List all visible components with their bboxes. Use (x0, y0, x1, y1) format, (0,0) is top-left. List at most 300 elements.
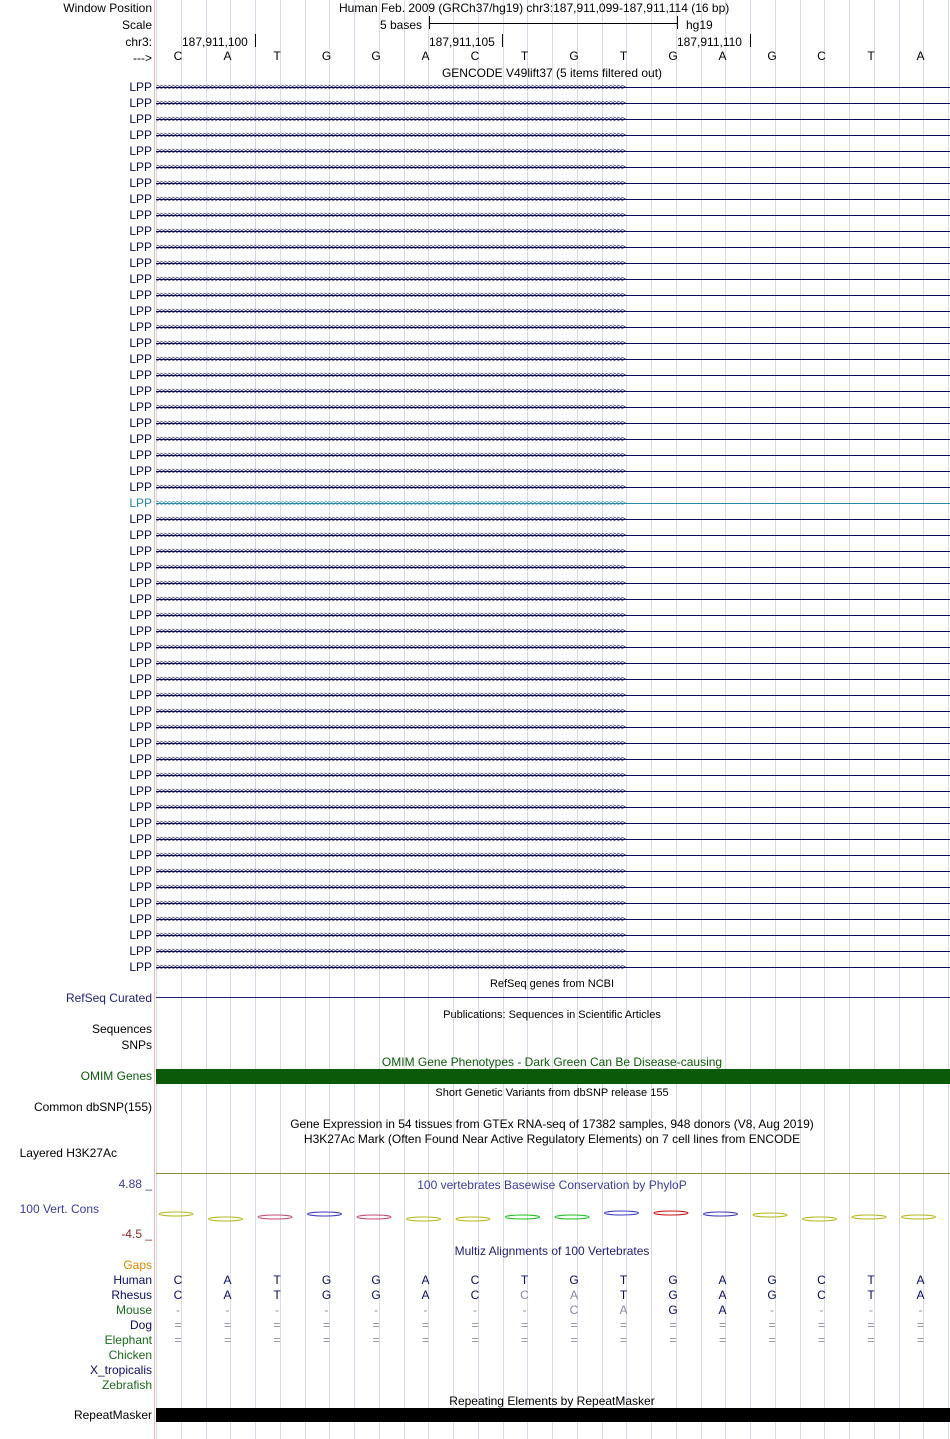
gencode-gene-label[interactable]: LPP (129, 416, 152, 430)
phylop-base-glyph (357, 1215, 391, 1219)
gencode-gene-label[interactable]: LPP (129, 544, 152, 558)
strand-arrows: >>>>>>>>>>>>>>>>>>>>>>>>>>>>>>>>>>>>>>>>>>>>>>>>>>>>>>>>>>>>>>>>>>>>>>>>>>>>>>>>>>>>>>>>>>>>>>>>>>>>>>>>>>>>>>>>>>>>>>>> (156, 883, 625, 892)
multiz-base: = (867, 1318, 875, 1332)
multiz-base: = (520, 1333, 528, 1347)
multiz-base: G (668, 1303, 678, 1317)
strand-arrows: >>>>>>>>>>>>>>>>>>>>>>>>>>>>>>>>>>>>>>>>>>>>>>>>>>>>>>>>>>>>>>>>>>>>>>>>>>>>>>>>>>>>>>>>>>>>>>>>>>>>>>>>>>>>>>>>>>>>>>>> (156, 307, 625, 316)
reference-base: A (223, 49, 232, 63)
strand-arrows: >>>>>>>>>>>>>>>>>>>>>>>>>>>>>>>>>>>>>>>>>>>>>>>>>>>>>>>>>>>>>>>>>>>>>>>>>>>>>>>>>>>>>>>>>>>>>>>>>>>>>>>>>>>>>>>>>>>>>>>> (156, 835, 625, 844)
gencode-gene-label[interactable]: LPP (129, 176, 152, 190)
strand-arrows: >>>>>>>>>>>>>>>>>>>>>>>>>>>>>>>>>>>>>>>>>>>>>>>>>>>>>>>>>>>>>>>>>>>>>>>>>>>>>>>>>>>>>>>>>>>>>>>>>>>>>>>>>>>>>>>>>>>>>>>> (156, 947, 625, 956)
strand-arrows: >>>>>>>>>>>>>>>>>>>>>>>>>>>>>>>>>>>>>>>>>>>>>>>>>>>>>>>>>>>>>>>>>>>>>>>>>>>>>>>>>>>>>>>>>>>>>>>>>>>>>>>>>>>>>>>>>>>>>>>> (156, 691, 625, 700)
gencode-gene-label[interactable]: LPP (129, 848, 152, 862)
multiz-base: = (619, 1333, 627, 1347)
dbsnp-label[interactable]: Common dbSNP(155) (33, 1100, 152, 1114)
strand-arrows: >>>>>>>>>>>>>>>>>>>>>>>>>>>>>>>>>>>>>>>>>>>>>>>>>>>>>>>>>>>>>>>>>>>>>>>>>>>>>>>>>>>>>>>>>>>>>>>>>>>>>>>>>>>>>>>>>>>>>>>> (156, 531, 625, 540)
strand-arrows: >>>>>>>>>>>>>>>>>>>>>>>>>>>>>>>>>>>>>>>>>>>>>>>>>>>>>>>>>>>>>>>>>>>>>>>>>>>>>>>>>>>>>>>>>>>>>>>>>>>>>>>>>>>>>>>>>>>>>>>> (156, 931, 625, 940)
strand-arrows: >>>>>>>>>>>>>>>>>>>>>>>>>>>>>>>>>>>>>>>>>>>>>>>>>>>>>>>>>>>>>>>>>>>>>>>>>>>>>>>>>>>>>>>>>>>>>>>>>>>>>>>>>>>>>>>>>>>>>>>> (156, 227, 625, 236)
strand-arrows: >>>>>>>>>>>>>>>>>>>>>>>>>>>>>>>>>>>>>>>>>>>>>>>>>>>>>>>>>>>>>>>>>>>>>>>>>>>>>>>>>>>>>>>>>>>>>>>>>>>>>>>>>>>>>>>>>>>>>>>> (156, 419, 625, 428)
gencode-gene-label[interactable]: LPP (129, 496, 152, 510)
gencode-gene-label[interactable]: LPP (129, 400, 152, 414)
gencode-transcript[interactable] (156, 691, 950, 701)
multiz-species-label[interactable]: X_tropicalis (89, 1363, 152, 1377)
gencode-transcript[interactable] (156, 611, 950, 621)
phylop-base-glyph (506, 1215, 540, 1219)
gencode-gene-label[interactable]: LPP (129, 944, 152, 958)
h3k27ac-baseline (156, 1173, 950, 1174)
gencode-transcript[interactable] (156, 227, 950, 237)
gencode-transcript[interactable] (156, 755, 950, 765)
gencode-gene-label[interactable]: LPP (129, 688, 152, 702)
multiz-base: - (819, 1303, 824, 1317)
gencode-transcript[interactable] (156, 515, 950, 525)
gencode-transcript[interactable] (156, 915, 950, 925)
phylop-base-glyph (209, 1217, 243, 1221)
multiz-base: = (174, 1333, 182, 1347)
multiz-base: - (423, 1303, 428, 1317)
multiz-base: C (569, 1303, 579, 1317)
gencode-transcript[interactable] (156, 259, 950, 269)
phylop-min-label: -4.5 _ (121, 1227, 152, 1241)
gencode-gene-label[interactable]: LPP (129, 560, 152, 574)
multiz-base: G (321, 1288, 332, 1302)
reference-base: G (767, 49, 777, 63)
gencode-transcript[interactable] (156, 211, 950, 221)
multiz-base: - (869, 1303, 873, 1317)
multiz-base: G (371, 1273, 381, 1287)
strand-arrows: >>>>>>>>>>>>>>>>>>>>>>>>>>>>>>>>>>>>>>>>>>>>>>>>>>>>>>>>>>>>>>>>>>>>>>>>>>>>>>>>>>>>>>>>>>>>>>>>>>>>>>>>>>>>>>>>>>>>>>>> (156, 275, 625, 284)
strand-label: ---> (133, 51, 152, 65)
multiz-base: = (916, 1333, 924, 1347)
gencode-transcript[interactable] (156, 531, 950, 541)
multiz-base: G (767, 1273, 777, 1287)
phylop-glyphs (159, 1211, 936, 1221)
multiz-base: A (916, 1273, 925, 1287)
gencode-transcript[interactable] (156, 467, 950, 477)
multiz-base: = (669, 1318, 677, 1332)
gencode-transcript[interactable] (156, 499, 950, 509)
gencode-transcript[interactable] (156, 371, 950, 381)
track-image-area[interactable] (156, 0, 950, 1439)
gencode-transcript[interactable] (156, 675, 950, 685)
gencode-transcript[interactable] (156, 579, 950, 589)
strand-arrows: >>>>>>>>>>>>>>>>>>>>>>>>>>>>>>>>>>>>>>>>>>>>>>>>>>>>>>>>>>>>>>>>>>>>>>>>>>>>>>>>>>>>>>>>>>>>>>>>>>>>>>>>>>>>>>>>>>>>>>>> (156, 915, 625, 924)
strand-arrows: >>>>>>>>>>>>>>>>>>>>>>>>>>>>>>>>>>>>>>>>>>>>>>>>>>>>>>>>>>>>>>>>>>>>>>>>>>>>>>>>>>>>>>>>>>>>>>>>>>>>>>>>>>>>>>>>>>>>>>>> (156, 611, 625, 620)
window-position-label: Window Position (63, 1, 152, 15)
gencode-gene-label[interactable]: LPP (129, 288, 152, 302)
gencode-gene-label[interactable]: LPP (129, 256, 152, 270)
gencode-transcript[interactable] (156, 339, 950, 349)
reference-base: A (421, 49, 430, 63)
multiz-base: = (867, 1333, 875, 1347)
multiz-base: = (223, 1333, 231, 1347)
phylop-base-glyph (654, 1211, 688, 1215)
scale-label: Scale (121, 18, 152, 32)
gencode-transcript[interactable] (156, 835, 950, 845)
gencode-transcript[interactable] (156, 435, 950, 445)
gencode-gene-label[interactable]: LPP (129, 528, 152, 542)
gencode-gene-label[interactable]: LPP (129, 272, 152, 286)
gencode-gene-label[interactable]: LPP (129, 240, 152, 254)
gencode-transcript[interactable] (156, 899, 950, 909)
gencode-gene-label[interactable]: LPP (129, 704, 152, 718)
gencode-gene-label[interactable]: LPP (129, 112, 152, 126)
strand-arrows: >>>>>>>>>>>>>>>>>>>>>>>>>>>>>>>>>>>>>>>>>>>>>>>>>>>>>>>>>>>>>>>>>>>>>>>>>>>>>>>>>>>>>>>>>>>>>>>>>>>>>>>>>>>>>>>>>>>>>>>> (156, 771, 625, 780)
coord-label-3: 187,911,110 (677, 35, 742, 49)
multiz-base: = (570, 1318, 578, 1332)
gencode-transcript[interactable] (156, 931, 950, 941)
multiz-species-label[interactable]: Zebrafish (101, 1378, 152, 1392)
gencode-transcript[interactable] (156, 547, 950, 557)
gencode-transcript[interactable] (156, 627, 950, 637)
multiz-base: = (768, 1318, 776, 1332)
strand-arrows: >>>>>>>>>>>>>>>>>>>>>>>>>>>>>>>>>>>>>>>>>>>>>>>>>>>>>>>>>>>>>>>>>>>>>>>>>>>>>>>>>>>>>>>>>>>>>>>>>>>>>>>>>>>>>>>>>>>>>>>> (156, 723, 625, 732)
gtex-title: Gene Expression in 54 tissues from GTEx RNA-seq of 17382 samples, 948 donors (V8, Aug 2019) (290, 1117, 814, 1131)
phylop-max-label: 4.88 _ (118, 1177, 152, 1191)
gencode-transcript[interactable] (156, 787, 950, 797)
multiz-base: G (321, 1273, 332, 1287)
gencode-gene-label[interactable]: LPP (129, 464, 152, 478)
gencode-transcript[interactable] (156, 291, 950, 301)
reference-base: T (619, 49, 628, 63)
gencode-gene-label[interactable]: LPP (129, 592, 152, 606)
multiz-base: T (520, 1273, 529, 1287)
gencode-transcript[interactable] (156, 163, 950, 173)
strand-arrows: >>>>>>>>>>>>>>>>>>>>>>>>>>>>>>>>>>>>>>>>>>>>>>>>>>>>>>>>>>>>>>>>>>>>>>>>>>>>>>>>>>>>>>>>>>>>>>>>>>>>>>>>>>>>>>>>>>>>>>>> (156, 163, 625, 172)
multiz-base: C (173, 1288, 183, 1302)
reference-base: C (817, 49, 826, 63)
gencode-gene-label[interactable]: LPP (129, 672, 152, 686)
omim-gene-bar[interactable] (156, 1069, 950, 1084)
dbsnp-title: Short Genetic Variants from dbSNP release 155 (435, 1087, 669, 1099)
gencode-gene-label[interactable]: LPP (129, 880, 152, 894)
strand-arrows: >>>>>>>>>>>>>>>>>>>>>>>>>>>>>>>>>>>>>>>>>>>>>>>>>>>>>>>>>>>>>>>>>>>>>>>>>>>>>>>>>>>>>>>>>>>>>>>>>>>>>>>>>>>>>>>>>>>>>>>> (156, 195, 625, 204)
gencode-transcript[interactable] (156, 659, 950, 669)
multiz-base: = (421, 1318, 429, 1332)
gencode-transcript[interactable] (156, 707, 950, 717)
multiz-base: T (273, 1288, 281, 1302)
strand-arrows: >>>>>>>>>>>>>>>>>>>>>>>>>>>>>>>>>>>>>>>>>>>>>>>>>>>>>>>>>>>>>>>>>>>>>>>>>>>>>>>>>>>>>>>>>>>>>>>>>>>>>>>>>>>>>>>>>>>>>>>> (156, 547, 625, 556)
coord-tick-1 (255, 34, 256, 47)
strand-arrows: >>>>>>>>>>>>>>>>>>>>>>>>>>>>>>>>>>>>>>>>>>>>>>>>>>>>>>>>>>>>>>>>>>>>>>>>>>>>>>>>>>>>>>>>>>>>>>>>>>>>>>>>>>>>>>>>>>>>>>>> (156, 675, 625, 684)
multiz-base: G (668, 1288, 678, 1302)
gencode-gene-label[interactable]: LPP (129, 144, 152, 158)
gencode-gene-label[interactable]: LPP (129, 320, 152, 334)
reference-base: G (569, 49, 579, 63)
strand-arrows: >>>>>>>>>>>>>>>>>>>>>>>>>>>>>>>>>>>>>>>>>>>>>>>>>>>>>>>>>>>>>>>>>>>>>>>>>>>>>>>>>>>>>>>>>>>>>>>>>>>>>>>>>>>>>>>>>>>>>>>> (156, 579, 625, 588)
strand-arrows: >>>>>>>>>>>>>>>>>>>>>>>>>>>>>>>>>>>>>>>>>>>>>>>>>>>>>>>>>>>>>>>>>>>>>>>>>>>>>>>>>>>>>>>>>>>>>>>>>>>>>>>>>>>>>>>>>>>>>>>> (156, 595, 625, 604)
multiz-base: = (273, 1318, 281, 1332)
repeatmasker-bar[interactable] (156, 1408, 950, 1422)
multiz-base: C (173, 1273, 183, 1287)
multiz-species-label[interactable]: Dog (129, 1318, 152, 1332)
phylop-glyph-strip (156, 1205, 950, 1229)
gencode-gene-label[interactable]: LPP (129, 352, 152, 366)
multiz-base: A (421, 1288, 430, 1302)
strand-arrows: >>>>>>>>>>>>>>>>>>>>>>>>>>>>>>>>>>>>>>>>>>>>>>>>>>>>>>>>>>>>>>>>>>>>>>>>>>>>>>>>>>>>>>>>>>>>>>>>>>>>>>>>>>>>>>>>>>>>>>>> (156, 819, 625, 828)
reference-base: G (321, 49, 332, 63)
phylop-base-glyph (902, 1215, 936, 1219)
phylop-base-glyph (258, 1215, 292, 1219)
gencode-gene-label[interactable]: LPP (129, 720, 152, 734)
gencode-transcript[interactable] (156, 323, 950, 333)
gencode-transcript[interactable] (156, 819, 950, 829)
multiz-base: C (470, 1288, 480, 1302)
multiz-base: = (273, 1333, 281, 1347)
gencode-transcript[interactable] (156, 851, 950, 861)
multiz-base: = (619, 1318, 627, 1332)
strand-arrows: >>>>>>>>>>>>>>>>>>>>>>>>>>>>>>>>>>>>>>>>>>>>>>>>>>>>>>>>>>>>>>>>>>>>>>>>>>>>>>>>>>>>>>>>>>>>>>>>>>>>>>>>>>>>>>>>>>>>>>>> (156, 291, 625, 300)
gencode-transcript[interactable] (156, 403, 950, 413)
multiz-species-label[interactable]: Mouse (115, 1303, 152, 1317)
gencode-gene-label[interactable]: LPP (129, 80, 152, 94)
multiz-base: = (372, 1333, 380, 1347)
publications-snps-label[interactable]: SNPs (121, 1038, 152, 1052)
multiz-base: A (916, 1288, 925, 1302)
multiz-base: = (669, 1333, 677, 1347)
multiz-base: T (273, 1273, 281, 1287)
gencode-gene-label[interactable]: LPP (129, 768, 152, 782)
coord-tick-3 (750, 34, 751, 47)
gencode-gene-label[interactable]: LPP (129, 640, 152, 654)
gencode-transcript[interactable] (156, 243, 950, 253)
gencode-transcript[interactable] (156, 883, 950, 893)
publications-title: Publications: Sequences in Scientific Articles (443, 1009, 661, 1021)
gencode-gene-label[interactable]: LPP (129, 784, 152, 798)
gencode-transcript[interactable] (156, 195, 950, 205)
multiz-species-label[interactable]: Elephant (104, 1333, 152, 1347)
multiz-base: G (668, 1273, 678, 1287)
strand-arrows: >>>>>>>>>>>>>>>>>>>>>>>>>>>>>>>>>>>>>>>>>>>>>>>>>>>>>>>>>>>>>>>>>>>>>>>>>>>>>>>>>>>>>>>>>>>>>>>>>>>>>>>>>>>>>>>>>>>>>>>> (156, 451, 625, 460)
scale-bar (429, 23, 677, 24)
strand-arrows: >>>>>>>>>>>>>>>>>>>>>>>>>>>>>>>>>>>>>>>>>>>>>>>>>>>>>>>>>>>>>>>>>>>>>>>>>>>>>>>>>>>>>>>>>>>>>>>>>>>>>>>>>>>>>>>>>>>>>>>> (156, 83, 625, 92)
gencode-transcript[interactable] (156, 739, 950, 749)
coord-label-1: 187,911,100 (182, 35, 248, 49)
gencode-transcript[interactable] (156, 947, 950, 957)
refseq-title: RefSeq genes from NCBI (489, 978, 615, 990)
multiz-species-label[interactable]: Human (113, 1273, 152, 1287)
gencode-transcript[interactable] (156, 275, 950, 285)
repeatmasker-label[interactable]: RepeatMasker (73, 1408, 152, 1422)
strand-arrows: >>>>>>>>>>>>>>>>>>>>>>>>>>>>>>>>>>>>>>>>>>>>>>>>>>>>>>>>>>>>>>>>>>>>>>>>>>>>>>>>>>>>>>>>>>>>>>>>>>>>>>>>>>>>>>>>>>>>>>>> (156, 563, 625, 572)
strand-arrows: >>>>>>>>>>>>>>>>>>>>>>>>>>>>>>>>>>>>>>>>>>>>>>>>>>>>>>>>>>>>>>>>>>>>>>>>>>>>>>>>>>>>>>>>>>>>>>>>>>>>>>>>>>>>>>>>>>>>>>>> (156, 515, 625, 524)
gencode-transcript[interactable] (156, 483, 950, 493)
gencode-gene-label[interactable]: LPP (129, 864, 152, 878)
omim-label[interactable]: OMIM Genes (80, 1069, 152, 1083)
strand-arrows: >>>>>>>>>>>>>>>>>>>>>>>>>>>>>>>>>>>>>>>>>>>>>>>>>>>>>>>>>>>>>>>>>>>>>>>>>>>>>>>>>>>>>>>>>>>>>>>>>>>>>>>>>>>>>>>>>>>>>>>> (156, 435, 625, 444)
multiz-base: = (718, 1333, 726, 1347)
phylop-base-glyph (159, 1212, 193, 1216)
gencode-transcript[interactable] (156, 307, 950, 317)
gencode-gene-label[interactable]: LPP (129, 160, 152, 174)
gencode-transcript[interactable] (156, 419, 950, 429)
multiz-base: - (225, 1303, 230, 1317)
strand-arrows: >>>>>>>>>>>>>>>>>>>>>>>>>>>>>>>>>>>>>>>>>>>>>>>>>>>>>>>>>>>>>>>>>>>>>>>>>>>>>>>>>>>>>>>>>>>>>>>>>>>>>>>>>>>>>>>>>>>>>>>> (156, 403, 625, 412)
refseq-label[interactable]: RefSeq Curated (65, 991, 152, 1005)
multiz-base: A (718, 1273, 727, 1287)
reference-base: G (668, 49, 678, 63)
strand-arrows: >>>>>>>>>>>>>>>>>>>>>>>>>>>>>>>>>>>>>>>>>>>>>>>>>>>>>>>>>>>>>>>>>>>>>>>>>>>>>>>>>>>>>>>>>>>>>>>>>>>>>>>>>>>>>>>>>>>>>>>> (156, 387, 625, 396)
strand-arrows: >>>>>>>>>>>>>>>>>>>>>>>>>>>>>>>>>>>>>>>>>>>>>>>>>>>>>>>>>>>>>>>>>>>>>>>>>>>>>>>>>>>>>>>>>>>>>>>>>>>>>>>>>>>>>>>>>>>>>>>> (156, 707, 625, 716)
strand-arrows: >>>>>>>>>>>>>>>>>>>>>>>>>>>>>>>>>>>>>>>>>>>>>>>>>>>>>>>>>>>>>>>>>>>>>>>>>>>>>>>>>>>>>>>>>>>>>>>>>>>>>>>>>>>>>>>>>>>>>>>> (156, 355, 625, 364)
reference-base: T (520, 49, 529, 63)
multiz-base: T (867, 1288, 875, 1302)
multiz-base: T (619, 1273, 628, 1287)
multiz-base: = (916, 1318, 924, 1332)
gencode-transcript[interactable] (156, 83, 950, 93)
gencode-gene-label[interactable]: LPP (129, 608, 152, 622)
reference-base: C (470, 49, 480, 63)
phylop-base-glyph (456, 1217, 490, 1221)
multiz-base: A (569, 1288, 578, 1302)
chrom-label: chr3: (125, 35, 152, 49)
gencode-gene-label[interactable]: LPP (129, 736, 152, 750)
phylop-base-glyph (753, 1213, 787, 1217)
gencode-gene-label[interactable]: LPP (129, 800, 152, 814)
strand-arrows: >>>>>>>>>>>>>>>>>>>>>>>>>>>>>>>>>>>>>>>>>>>>>>>>>>>>>>>>>>>>>>>>>>>>>>>>>>>>>>>>>>>>>>>>>>>>>>>>>>>>>>>>>>>>>>>>>>>>>>>> (156, 851, 625, 860)
gencode-gene-label[interactable]: LPP (129, 512, 152, 526)
multiz-base: T (619, 1288, 628, 1302)
scale-bar-right-tick (677, 16, 678, 29)
gencode-title: GENCODE V49lift37 (5 items filtered out) (441, 66, 663, 80)
strand-arrows: >>>>>>>>>>>>>>>>>>>>>>>>>>>>>>>>>>>>>>>>>>>>>>>>>>>>>>>>>>>>>>>>>>>>>>>>>>>>>>>>>>>>>>>>>>>>>>>>>>>>>>>>>>>>>>>>>>>>>>>> (156, 243, 625, 252)
phylop-title: 100 vertebrates Basewise Conservation by PhyloP (417, 1178, 687, 1192)
gencode-gene-label[interactable]: LPP (129, 576, 152, 590)
repeatmasker-title: Repeating Elements by RepeatMasker (449, 1394, 655, 1408)
strand-arrows: >>>>>>>>>>>>>>>>>>>>>>>>>>>>>>>>>>>>>>>>>>>>>>>>>>>>>>>>>>>>>>>>>>>>>>>>>>>>>>>>>>>>>>>>>>>>>>>>>>>>>>>>>>>>>>>>>>>>>>>> (156, 211, 625, 220)
multiz-base: G (371, 1288, 381, 1302)
gencode-gene-label[interactable]: LPP (129, 304, 152, 318)
gencode-transcript[interactable] (156, 563, 950, 573)
phylop-base-glyph (407, 1217, 441, 1221)
multiz-base: = (421, 1333, 429, 1347)
gencode-transcript[interactable] (156, 595, 950, 605)
multiz-base: G (767, 1288, 777, 1302)
multiz-base: = (471, 1333, 479, 1347)
gencode-gene-label[interactable]: LPP (129, 832, 152, 846)
track-label-column (0, 0, 154, 1439)
reference-base: T (273, 49, 281, 63)
phylop-base-glyph (555, 1215, 589, 1219)
multiz-base: C (520, 1288, 529, 1302)
multiz-species-label[interactable]: Chicken (108, 1348, 152, 1362)
phylop-base-glyph (704, 1212, 738, 1216)
gencode-transcript[interactable] (156, 451, 950, 461)
h3k27ac-title: H3K27Ac Mark (Often Found Near Active Regulatory Elements) on 7 cell lines from ENCODE (303, 1132, 801, 1146)
multiz-base: = (174, 1318, 182, 1332)
gencode-gene-label[interactable]: LPP (129, 224, 152, 238)
gencode-transcript[interactable] (156, 131, 950, 141)
gencode-gene-label[interactable]: LPP (129, 208, 152, 222)
multiz-base: = (471, 1318, 479, 1332)
reference-base: A (718, 49, 727, 63)
multiz-base: A (223, 1288, 232, 1302)
strand-arrows: >>>>>>>>>>>>>>>>>>>>>>>>>>>>>>>>>>>>>>>>>>>>>>>>>>>>>>>>>>>>>>>>>>>>>>>>>>>>>>>>>>>>>>>>>>>>>>>>>>>>>>>>>>>>>>>>>>>>>>>> (156, 259, 625, 268)
gencode-transcript[interactable] (156, 867, 950, 877)
gencode-transcript[interactable] (156, 803, 950, 813)
strand-arrows: >>>>>>>>>>>>>>>>>>>>>>>>>>>>>>>>>>>>>>>>>>>>>>>>>>>>>>>>>>>>>>>>>>>>>>>>>>>>>>>>>>>>>>>>>>>>>>>>>>>>>>>>>>>>>>>>>>>>>>>> (156, 739, 625, 748)
multiz-base: A (718, 1303, 727, 1317)
multiz-base: - (473, 1303, 477, 1317)
strand-arrows: >>>>>>>>>>>>>>>>>>>>>>>>>>>>>>>>>>>>>>>>>>>>>>>>>>>>>>>>>>>>>>>>>>>>>>>>>>>>>>>>>>>>>>>>>>>>>>>>>>>>>>>>>>>>>>>>>>>>>>>> (156, 131, 625, 140)
gencode-gene-label[interactable]: LPP (129, 656, 152, 670)
strand-arrows: >>>>>>>>>>>>>>>>>>>>>>>>>>>>>>>>>>>>>>>>>>>>>>>>>>>>>>>>>>>>>>>>>>>>>>>>>>>>>>>>>>>>>>>>>>>>>>>>>>>>>>>>>>>>>>>>>>>>>>>> (156, 339, 625, 348)
reference-base: A (916, 49, 925, 63)
gencode-transcript[interactable] (156, 179, 950, 189)
strand-arrows: >>>>>>>>>>>>>>>>>>>>>>>>>>>>>>>>>>>>>>>>>>>>>>>>>>>>>>>>>>>>>>>>>>>>>>>>>>>>>>>>>>>>>>>>>>>>>>>>>>>>>>>>>>>>>>>>>>>>>>>> (156, 147, 625, 156)
multiz-base: = (322, 1318, 330, 1332)
gencode-transcript[interactable] (156, 643, 950, 653)
gencode-transcript[interactable] (156, 147, 950, 157)
multiz-base: G (569, 1273, 579, 1287)
gencode-gene-label[interactable]: LPP (129, 896, 152, 910)
multiz-base: A (421, 1273, 430, 1287)
gencode-transcript[interactable] (156, 387, 950, 397)
gencode-gene-label[interactable]: LPP (129, 432, 152, 446)
multiz-base: = (817, 1318, 825, 1332)
gencode-transcript[interactable] (156, 963, 950, 973)
scale-assembly-text: hg19 (686, 18, 713, 32)
gencode-gene-label[interactable]: LPP (129, 624, 152, 638)
multiz-base: - (374, 1303, 378, 1317)
gencode-transcript[interactable] (156, 723, 950, 733)
h3k27ac-label[interactable]: Layered H3K27Ac (19, 1146, 117, 1160)
gencode-gene-label[interactable]: LPP (129, 96, 152, 110)
gencode-gene-label[interactable]: LPP (129, 960, 152, 974)
gencode-gene-label[interactable]: LPP (129, 912, 152, 926)
multiz-base: = (718, 1318, 726, 1332)
gencode-gene-label[interactable]: LPP (129, 928, 152, 942)
strand-arrows: >>>>>>>>>>>>>>>>>>>>>>>>>>>>>>>>>>>>>>>>>>>>>>>>>>>>>>>>>>>>>>>>>>>>>>>>>>>>>>>>>>>>>>>>>>>>>>>>>>>>>>>>>>>>>>>>>>>>>>>> (156, 323, 625, 332)
multiz-title: Multiz Alignments of 100 Vertebrates (454, 1244, 650, 1258)
gencode-transcript[interactable] (156, 115, 950, 125)
phylop-label[interactable]: 100 Vert. Cons (19, 1202, 99, 1216)
strand-arrows: >>>>>>>>>>>>>>>>>>>>>>>>>>>>>>>>>>>>>>>>>>>>>>>>>>>>>>>>>>>>>>>>>>>>>>>>>>>>>>>>>>>>>>>>>>>>>>>>>>>>>>>>>>>>>>>>>>>>>>>> (156, 755, 625, 764)
gencode-gene-label[interactable]: LPP (129, 128, 152, 142)
gencode-gene-label[interactable]: LPP (129, 192, 152, 206)
multiz-base: = (570, 1333, 578, 1347)
strand-arrows: >>>>>>>>>>>>>>>>>>>>>>>>>>>>>>>>>>>>>>>>>>>>>>>>>>>>>>>>>>>>>>>>>>>>>>>>>>>>>>>>>>>>>>>>>>>>>>>>>>>>>>>>>>>>>>>>>>>>>>>> (156, 963, 625, 972)
gaps-label: Gaps (123, 1258, 152, 1272)
gencode-gene-label[interactable]: LPP (129, 752, 152, 766)
gencode-gene-label[interactable]: LPP (129, 448, 152, 462)
multiz-base: - (770, 1303, 774, 1317)
multiz-base: - (522, 1303, 527, 1317)
strand-arrows: >>>>>>>>>>>>>>>>>>>>>>>>>>>>>>>>>>>>>>>>>>>>>>>>>>>>>>>>>>>>>>>>>>>>>>>>>>>>>>>>>>>>>>>>>>>>>>>>>>>>>>>>>>>>>>>>>>>>>>>> (156, 803, 625, 812)
gencode-gene-label[interactable]: LPP (129, 480, 152, 494)
reference-base: G (371, 49, 381, 63)
multiz-base: = (223, 1318, 231, 1332)
strand-arrows: >>>>>>>>>>>>>>>>>>>>>>>>>>>>>>>>>>>>>>>>>>>>>>>>>>>>>>>>>>>>>>>>>>>>>>>>>>>>>>>>>>>>>>>>>>>>>>>>>>>>>>>>>>>>>>>>>>>>>>>> (156, 643, 625, 652)
gencode-transcript[interactable] (156, 771, 950, 781)
phylop-base-glyph (308, 1212, 342, 1216)
window-position-value: Human Feb. 2009 (GRCh37/hg19) chr3:187,911,099-187,911,114 (16 bp) (339, 1, 730, 15)
gencode-transcript[interactable] (156, 355, 950, 365)
gencode-gene-label[interactable]: LPP (129, 816, 152, 830)
multiz-base: = (768, 1333, 776, 1347)
multiz-species-label[interactable]: Rhesus (111, 1288, 152, 1302)
multiz-base: - (918, 1303, 923, 1317)
refseq-gene-line[interactable] (156, 997, 950, 998)
publications-sequences-label[interactable]: Sequences (91, 1022, 152, 1036)
multiz-base: A (718, 1288, 727, 1302)
gencode-gene-label[interactable]: LPP (129, 384, 152, 398)
gencode-transcript[interactable] (156, 99, 950, 109)
multiz-base: - (275, 1303, 279, 1317)
strand-arrows: >>>>>>>>>>>>>>>>>>>>>>>>>>>>>>>>>>>>>>>>>>>>>>>>>>>>>>>>>>>>>>>>>>>>>>>>>>>>>>>>>>>>>>>>>>>>>>>>>>>>>>>>>>>>>>>>>>>>>>>> (156, 179, 625, 188)
gencode-gene-label[interactable]: LPP (129, 336, 152, 350)
gencode-gene-label[interactable]: LPP (129, 368, 152, 382)
